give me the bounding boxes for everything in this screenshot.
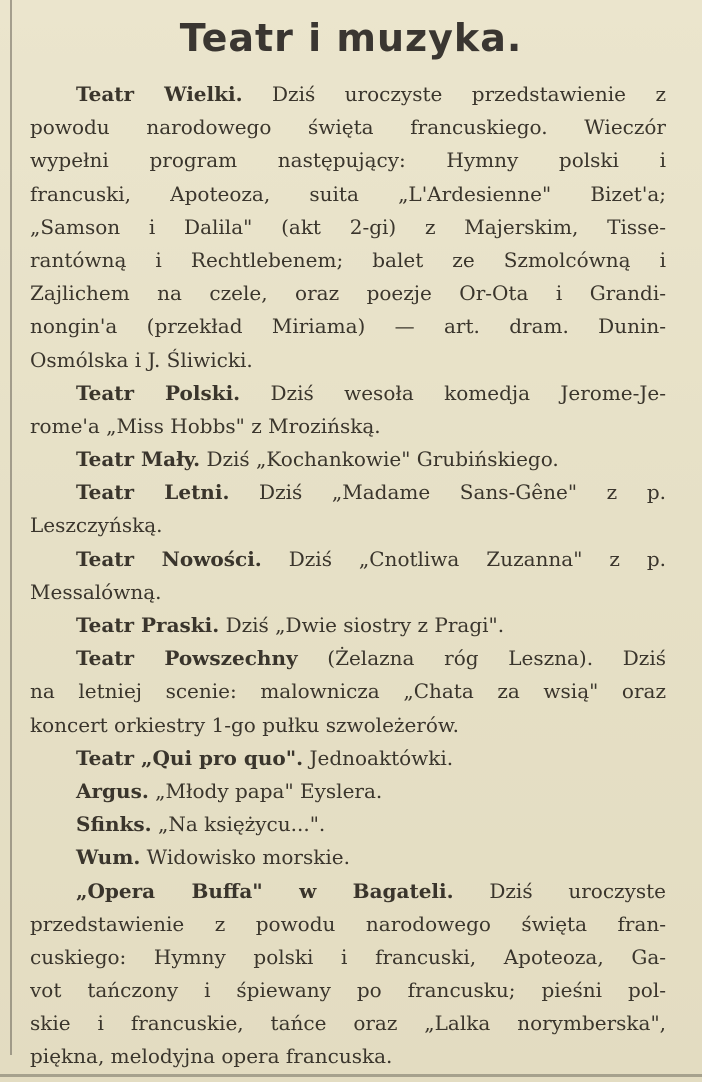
entry-line <box>30 709 666 742</box>
entry-text: powodu narodowego święta francuskiego. Wieczór <box>30 115 666 140</box>
entry-text: wypełni program następujący: Hymny polski i <box>30 148 666 173</box>
entry-text: cuskiego: Hymny polski i francuski, Apoteoza, Ga- <box>30 944 666 969</box>
entry-text: (Żelazna róg Leszna). Dziś <box>297 646 666 671</box>
entry-heading: Teatr Letni. <box>76 480 230 505</box>
entry-first-line <box>30 443 666 476</box>
entry-first-line <box>30 543 666 576</box>
entry-first-line <box>30 78 666 111</box>
entry-text: vot tańczony i śpiewany po francusku; pieśni pol- <box>30 978 666 1003</box>
entry-text: rome'a „Miss Hobbs" z Mrozińską. <box>30 413 381 438</box>
entry-text: skie i francuskie, tańce oraz „Lalka norymberska", <box>30 1011 666 1036</box>
entry-text: francuski, Apoteoza, suita „L'Ardesienne" Bizet'a; <box>30 181 666 206</box>
entry-text: Osmólska i J. Śliwicki. <box>30 347 253 372</box>
entry-heading: Sfinks. <box>76 812 152 837</box>
entry-heading: Teatr Nowości. <box>76 546 262 571</box>
entry-text: nongin'a (przekład Miriama) — art. dram. Dunin- <box>30 314 666 339</box>
entry-first-line <box>30 609 666 642</box>
entry-line <box>30 277 666 310</box>
entry-first-line <box>30 742 666 775</box>
entry-text: „Samson i Dalila" (akt 2-gi) z Majerskim, Tisse- <box>30 214 666 239</box>
entry-first-line <box>30 775 666 808</box>
entry-heading: Argus. <box>76 778 149 803</box>
entry-heading: Teatr „Qui pro quo". <box>76 745 304 770</box>
entry-line <box>30 144 666 177</box>
article-body <box>30 78 666 1074</box>
entry-first-line <box>30 841 666 874</box>
column-rule-left <box>10 0 12 1055</box>
entry-text: Messalówną. <box>30 579 162 604</box>
entry-first-line <box>30 642 666 675</box>
entry-text: Dziś uroczyste przedstawienie z <box>242 82 666 106</box>
entry-text: „Na księżycu...". <box>151 812 326 837</box>
entry-text: Zajlichem na czele, oraz poezje Or-Ota i Grandi- <box>30 281 666 306</box>
entry-line <box>30 1007 666 1040</box>
section-title: Teatr i muzyka. <box>179 16 523 60</box>
entry-line <box>30 178 666 211</box>
entry-text: rantówną i Rechtlebenem; balet ze Szmolcówną i <box>30 247 666 272</box>
entry-heading: Teatr Polski. <box>76 380 241 405</box>
entry-line <box>30 344 666 377</box>
entry-line <box>30 310 666 343</box>
entry-heading: Teatr Powszechny <box>76 646 298 671</box>
entry-text: przedstawienie z powodu narodowego święta fran- <box>30 911 666 936</box>
entry-text: Dziś „Madame Sans-Gêne" z p. <box>229 480 666 505</box>
entry-line <box>30 908 666 941</box>
entry-text: Dziś „Cnotliwa Zuzanna" z p. <box>261 546 666 571</box>
entry-heading: Teatr Mały. <box>76 447 201 472</box>
entry-line <box>30 1040 666 1073</box>
entry-heading: Teatr Praski. <box>76 613 220 637</box>
entry-heading: Teatr Wielki. <box>76 82 243 106</box>
entry-text: Leszczyńską. <box>30 513 163 538</box>
entry-first-line <box>30 808 666 841</box>
entry-line <box>30 410 666 443</box>
entry-line <box>30 111 666 144</box>
entry-text: „Młody papa" Eyslera. <box>148 778 383 803</box>
entry-text: Jednoaktówki. <box>303 745 454 770</box>
entry-first-line <box>30 377 666 410</box>
entry-line <box>30 576 666 609</box>
entry-first-line <box>30 875 666 908</box>
entry-text: Dziś „Dwie siostry z Pragi". <box>219 613 505 637</box>
entry-first-line <box>30 476 666 509</box>
entry-text: Dziś „Kochankowie" Grubińskiego. <box>200 447 559 472</box>
entry-text: piękna, melodyjna opera francuska. <box>30 1044 393 1069</box>
entry-text: Widowisko morskie. <box>140 845 350 870</box>
entry-text: Dziś wesoła komedja Jerome-Je- <box>240 380 666 405</box>
entry-line <box>30 244 666 277</box>
entry-line <box>30 509 666 542</box>
entry-line <box>30 941 666 974</box>
entry-text: Dziś uroczyste <box>453 878 666 903</box>
entry-heading: Wum. <box>76 845 141 870</box>
column-rule-bottom <box>0 1074 702 1077</box>
entry-text: na letniej scenie: malownicza „Chata za wsią" oraz <box>30 679 666 704</box>
entry-heading: „Opera Buffa" w Bagateli. <box>76 878 454 903</box>
entry-line <box>30 675 666 708</box>
entry-line <box>30 211 666 244</box>
entry-line <box>30 974 666 1007</box>
entry-text: koncert orkiestry 1-go pułku szwoleżerów. <box>30 712 459 737</box>
